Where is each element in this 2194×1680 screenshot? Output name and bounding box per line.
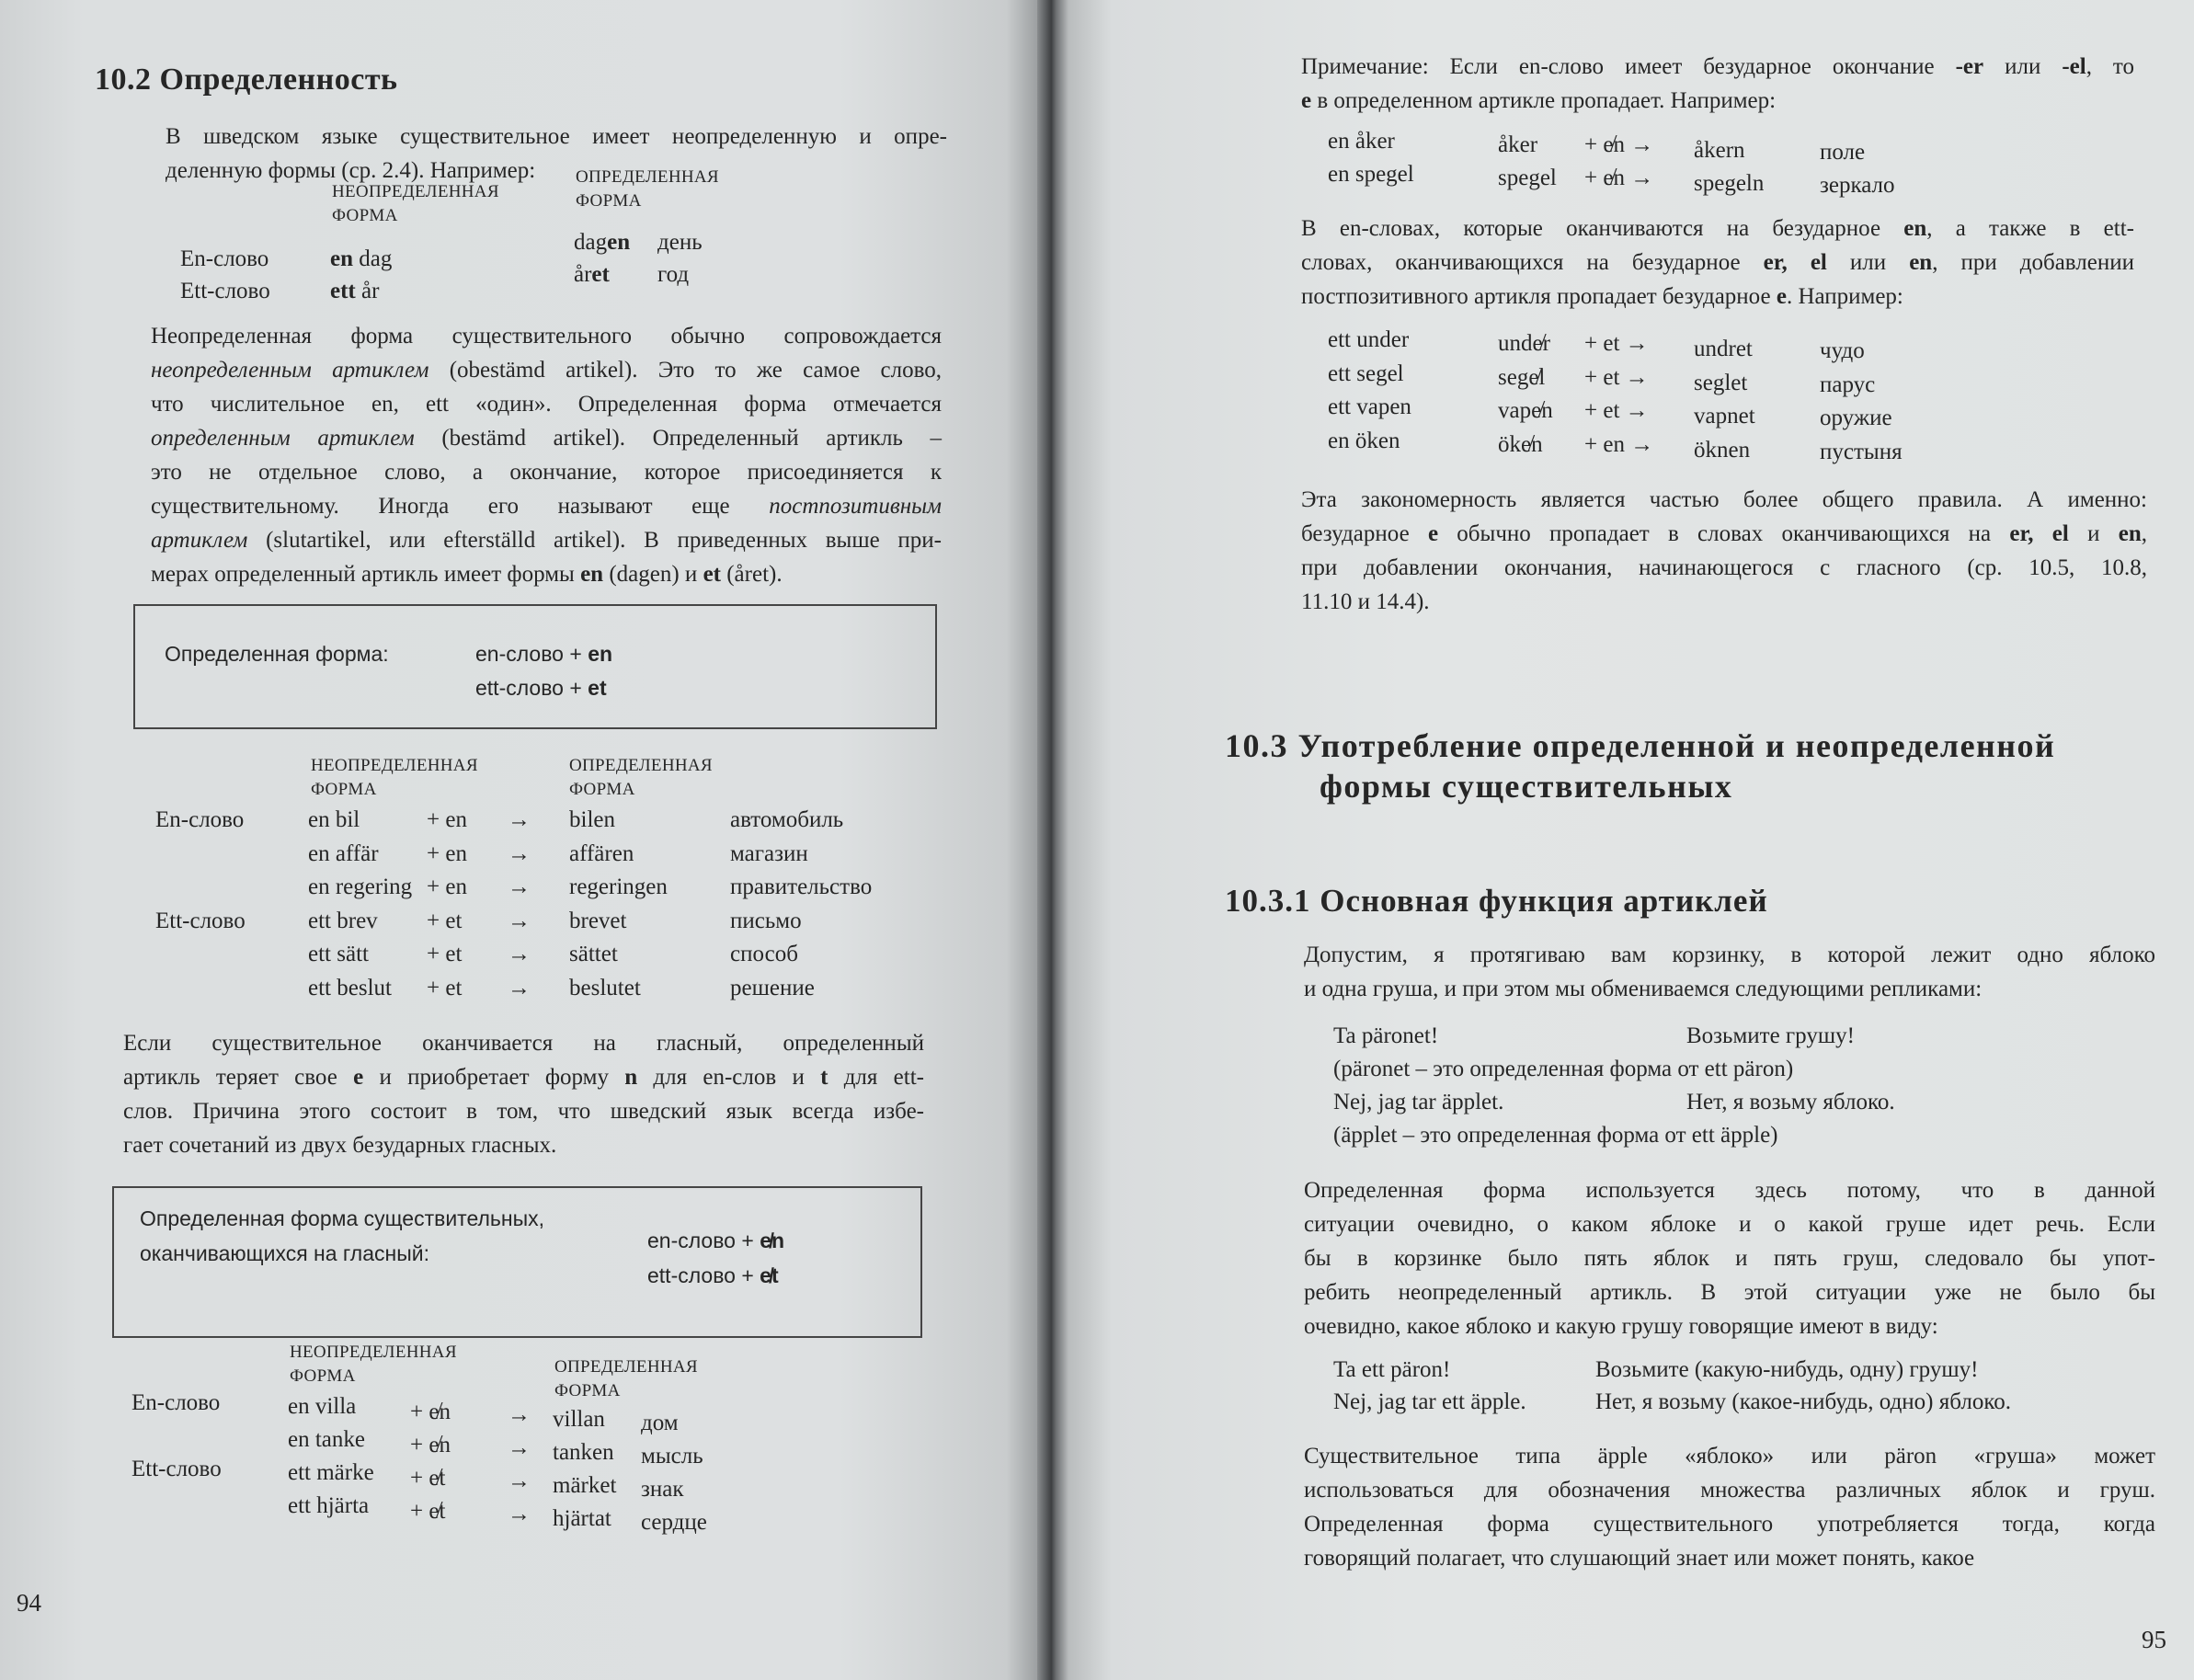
table-cell: ett segel: [1328, 360, 1404, 386]
bold-term: er, el: [2009, 521, 2069, 546]
section-title-10-3-line2: формы существительных: [1320, 768, 1733, 805]
table-cell: En-слово: [180, 246, 269, 271]
table-cell: ett vapen: [1328, 394, 1411, 419]
text-line: В шведском языке существительное имеет неопределенную и опре-: [166, 124, 947, 149]
text-line: что числительное en, ett «один». Определенная форма отмечается: [151, 392, 942, 417]
rule-box1-label: Определенная форма:: [165, 642, 389, 666]
text-line: [1301, 246, 2134, 280]
table-cell: ett märke: [288, 1460, 374, 1485]
text-line: и одна груша, и при этом мы обмениваемся следующими репликами:: [1304, 977, 1983, 1001]
table-cell: villan: [553, 1407, 605, 1432]
bold-term: t: [820, 1065, 828, 1090]
table-cell: [574, 230, 630, 256]
table-cell: en affär: [308, 840, 379, 866]
text-line: Если существительное оканчивается на гласный, определенный: [123, 1031, 924, 1056]
table-cell: правительство: [730, 874, 873, 899]
basket-paragraph: [1304, 938, 2155, 1006]
text-line: очевидно, какое яблоко и какую грушу говорящие имеют в виду:: [1304, 1314, 1938, 1339]
table-cell: дом: [641, 1411, 679, 1435]
table-cell: Нет, я возьму (какое-нибудь, одно) яблоко.: [1595, 1389, 2011, 1414]
bold-term: e: [1427, 521, 1439, 546]
table2-header-definite: ОПРЕДЕЛЕННАЯ ФОРМА: [569, 756, 713, 799]
text-run: , а также в ett-: [1926, 216, 2134, 241]
table-cell: en regering: [308, 874, 413, 899]
note-paragraph: [1301, 50, 2134, 118]
table-cell: en åker: [1328, 129, 1395, 154]
text-line: [151, 421, 942, 455]
table-cell: чудо: [1820, 338, 1865, 363]
table-cell: решение: [730, 975, 815, 1000]
table-cell: + et: [427, 975, 463, 1000]
table-cell: vape̸n: [1498, 398, 1553, 423]
table-cell: →: [508, 942, 531, 966]
table-cell: (äpplet – это определенная форма от ett äpple): [1333, 1123, 1778, 1148]
bold-term: et: [588, 676, 607, 700]
table-cell: en öken: [1328, 428, 1400, 453]
table-cell: + e̸t: [410, 1499, 446, 1524]
text-line: Эта закономерность является частью более общего правила. А именно:: [1301, 487, 2147, 512]
bold-term: ett: [330, 279, 356, 303]
text-run: словах, оканчивающихся на безударное: [1301, 250, 1764, 275]
bold-term: en: [1903, 216, 1927, 241]
table-cell: brevet: [569, 908, 627, 933]
book-gutter: [1037, 0, 1068, 1680]
table-cell: день: [657, 230, 703, 255]
text-run: Примечание: Если en-слово имеет безударное окончание: [1301, 54, 1956, 79]
table-cell: + e̸n →: [1584, 132, 1654, 157]
table-cell: Ett-слово: [180, 279, 270, 303]
text-line: ситуации очевидно, о каком яблоке и о какой груше идет речь. Если: [1304, 1212, 2155, 1237]
text-run: , то: [2085, 54, 2134, 79]
text-line: [1301, 517, 2147, 551]
table-cell: regeringen: [569, 874, 668, 899]
bold-term: en: [588, 642, 613, 666]
table-cell: en spegel: [1328, 162, 1414, 187]
page-number-left: 94: [17, 1589, 41, 1617]
table-cell: åker: [1498, 132, 1538, 157]
table-cell: åkern: [1694, 138, 1745, 163]
table-cell: + et →: [1584, 398, 1649, 423]
text-line: Неопределенная форма существительного обычно сопровождается: [151, 324, 942, 349]
text-run: существительному. Иногда его называют еще: [151, 494, 770, 519]
text-line: Допустим, я протягиваю вам корзинку, в которой лежит одно яблоко: [1304, 943, 2155, 967]
table-cell: →: [508, 975, 531, 1000]
text-run: dag: [574, 230, 608, 255]
bold-term: en: [2118, 521, 2142, 546]
table-cell: + et →: [1584, 364, 1649, 390]
text-run: dag: [353, 246, 393, 271]
text-run: мерах определенный артикль имеет формы: [151, 562, 581, 587]
table-cell: знак: [641, 1477, 684, 1502]
text-line: использоваться для обозначения множества различных яблок и груш.: [1304, 1478, 2155, 1503]
table-cell: märket: [553, 1473, 617, 1498]
text-line: говорящий полагает, что слушающий знает или может понять, какое: [1304, 1546, 1975, 1571]
table-cell: sege̸l: [1498, 364, 1546, 390]
table-cell: + en: [427, 807, 467, 832]
text-run: (bestämd artikel). Определенный артикль –: [414, 426, 942, 451]
table-cell: оружие: [1820, 406, 1892, 430]
table-cell: письмо: [730, 908, 802, 933]
bold-term: en: [580, 562, 604, 587]
table1-header-definite: ОПРЕДЕЛЕННАЯ ФОРМА: [576, 167, 719, 211]
table-cell: vapnet: [1694, 404, 1755, 429]
table3-header-definite: ОПРЕДЕЛЕННАЯ ФОРМА: [554, 1357, 698, 1400]
table-cell: парус: [1820, 371, 1876, 397]
table-cell: En-слово: [131, 1390, 221, 1415]
table-cell: + e̸n: [410, 1400, 451, 1424]
table-cell: tanken: [553, 1440, 614, 1465]
text-line: Существительное типа äpple «яблоко» или päron «груша» может: [1304, 1444, 2155, 1469]
text-line: [1301, 280, 2134, 314]
rule-box1-line1: [475, 636, 612, 671]
table-cell: Nej, jag tar äpplet.: [1333, 1090, 1504, 1114]
table-cell: ett hjärta: [288, 1493, 370, 1518]
text-run: обычно пропадает в словах оканчивающихся на: [1438, 521, 2010, 546]
table-cell: seglet: [1694, 370, 1748, 395]
text-run: для en-слов и: [637, 1065, 821, 1090]
text-line: [151, 523, 942, 557]
noun-paragraph: [1304, 1439, 2155, 1575]
table-cell: год: [657, 262, 690, 287]
text-run: или: [1826, 250, 1910, 275]
text-line: [151, 557, 942, 591]
table-cell: en tanke: [288, 1427, 365, 1452]
vowel-paragraph: [123, 1026, 924, 1162]
unstressed-paragraph: [1301, 211, 2134, 314]
text-run: ett-слово +: [647, 1263, 760, 1287]
table-cell: Возьмите грушу!: [1686, 1023, 1855, 1048]
text-run: и приобретает форму: [363, 1065, 625, 1090]
bold-term: e̸n: [760, 1229, 785, 1252]
italic-term: постпозитивным: [769, 494, 942, 519]
table2-header-indefinite: НЕОПРЕДЕЛЕННАЯ ФОРМА: [311, 756, 478, 799]
text-run: и: [2068, 521, 2119, 546]
table-cell: автомобиль: [730, 807, 844, 832]
table-cell: →: [508, 1435, 531, 1460]
table-cell: ett under: [1328, 327, 1410, 352]
text-run: артикль теряет свое: [123, 1065, 354, 1090]
table-cell: + en: [427, 840, 467, 866]
bold-term: et: [591, 262, 610, 287]
text-line: Определенная форма используется здесь потому, что в данной: [1304, 1178, 2155, 1203]
table-cell: unde̸r: [1498, 331, 1550, 356]
text-run: . Например:: [1786, 284, 1903, 309]
table-cell: spegel: [1498, 166, 1557, 190]
text-line: при добавлении окончания, начинающегося с гласного (ср. 10.5, 10.8,: [1301, 555, 2147, 580]
table-cell: →: [508, 1402, 531, 1427]
text-run: (året).: [720, 562, 783, 587]
bold-term: e: [1301, 88, 1312, 113]
table-cell: öknen: [1694, 437, 1751, 463]
bold-term: et: [703, 562, 721, 587]
table-cell: [330, 279, 379, 304]
table-cell: пустыня: [1820, 439, 1903, 464]
table-cell: en villa: [288, 1394, 357, 1419]
text-run: или: [1983, 54, 2063, 79]
table-cell: undret: [1694, 337, 1753, 361]
text-run: в определенном артикле пропадает. Например:: [1311, 88, 1777, 113]
table-cell: hjärtat: [553, 1506, 611, 1531]
bold-term: e: [1776, 284, 1787, 309]
table-cell: + e̸n →: [1584, 166, 1654, 190]
text-run: en-слово +: [475, 642, 588, 666]
table3-header-indefinite: НЕОПРЕДЕЛЕННАЯ ФОРМА: [290, 1343, 457, 1386]
text-run: (obestämd artikel). Это то же самое слово,: [429, 358, 943, 383]
table-cell: →: [508, 840, 531, 866]
table-cell: En-слово: [155, 807, 245, 832]
table-cell: affären: [569, 840, 634, 866]
text-run: безударное: [1301, 521, 1428, 546]
rule-box2-label-line2: оканчивающихся на гласный:: [140, 1241, 429, 1265]
table-cell: мысль: [641, 1444, 703, 1469]
text-line: [1301, 211, 2134, 246]
text-line: слов. Причина этого состоит в том, что шведский язык всегда избе-: [123, 1099, 924, 1124]
table-cell: сердце: [641, 1510, 707, 1535]
text-line: деленную формы (ср. 2.4). Например:: [166, 158, 536, 183]
text-run: en-слово +: [647, 1229, 760, 1252]
text-run: (slutartikel, или efterställd artikel). В приведенных выше при-: [247, 528, 942, 553]
text-line: [1301, 84, 2134, 118]
text-line: гает сочетаний из двух безударных гласных.: [123, 1133, 557, 1158]
table-cell: + et →: [1584, 331, 1649, 356]
text-run: (dagen) и: [603, 562, 703, 587]
text-run: постпозитивного артикля пропадает безударное: [1301, 284, 1777, 309]
table-cell: beslutet: [569, 975, 641, 1000]
table-cell: зеркало: [1820, 173, 1895, 198]
rule-box-definite-form: [133, 604, 937, 729]
text-line: [1301, 50, 2134, 84]
text-line: [123, 1060, 924, 1094]
text-run: В en-словах, которые оканчиваются на безударное: [1301, 216, 1904, 241]
bold-term: en: [330, 246, 353, 271]
text-line: [151, 489, 942, 523]
general-rule-paragraph: [1301, 483, 2147, 619]
text-run: år: [355, 279, 380, 303]
italic-term: определенным артиклем: [151, 426, 415, 451]
italic-term: неопределенным артиклем: [151, 358, 429, 383]
table-cell: Ett-слово: [131, 1457, 222, 1481]
explanation-paragraph: [1304, 1173, 2155, 1343]
table-cell: способ: [730, 942, 798, 966]
bold-term: en: [607, 230, 631, 255]
text-run: ett-слово +: [475, 676, 588, 700]
table-cell: sättet: [569, 942, 618, 966]
rule-box1-line2: [475, 670, 607, 705]
table-cell: ett brev: [308, 908, 378, 933]
table-cell: →: [508, 1502, 531, 1526]
table-cell: ett sätt: [308, 942, 369, 966]
table-cell: öke̸n: [1498, 431, 1543, 457]
table-cell: Ta päronet!: [1333, 1023, 1439, 1048]
table-cell: Ett-слово: [155, 908, 246, 933]
table-cell: + en: [427, 874, 467, 899]
table-cell: Возьмите (какую-нибудь, одну) грушу!: [1595, 1357, 1979, 1382]
text-line: бы в корзинке было пять яблок и пять груш, следовало бы упот-: [1304, 1246, 2155, 1271]
table-cell: + e̸n: [410, 1433, 451, 1457]
table-cell: →: [508, 908, 531, 933]
text-run: ,: [2141, 521, 2147, 546]
table-cell: ett beslut: [308, 975, 392, 1000]
text-run: år: [574, 262, 592, 287]
bold-term: e̸t: [760, 1263, 779, 1287]
text-line: ребить неопределенный артикль. В этой ситуации уже не было бы: [1304, 1280, 2155, 1305]
table-cell: [330, 246, 392, 272]
table-cell: [574, 262, 610, 288]
table-cell: + et: [427, 908, 463, 933]
rule-box2-line1: [647, 1223, 784, 1258]
page-number-right: 95: [2142, 1626, 2166, 1653]
bold-term: n: [624, 1065, 638, 1090]
bold-term: er, el: [1763, 250, 1827, 275]
table-cell: + et: [427, 942, 463, 966]
table-cell: Ta ett päron!: [1333, 1357, 1451, 1382]
text-line: это не отдельное слово, а окончание, которое присоединяется к: [151, 460, 942, 485]
rule-box2-label-line1: Определенная форма существительных,: [140, 1206, 545, 1230]
table-cell: spegeln: [1694, 171, 1765, 196]
intro-paragraph: [166, 120, 947, 188]
bold-term: en: [1909, 250, 1933, 275]
text-run: для ett-: [828, 1065, 924, 1090]
table-cell: bilen: [569, 807, 615, 832]
table-cell: Nej, jag tar ett äpple.: [1333, 1389, 1526, 1414]
bold-term: e: [353, 1065, 364, 1090]
article-paragraph: [151, 319, 942, 591]
bold-term: -el: [2062, 54, 2086, 79]
table-cell: →: [508, 1469, 531, 1493]
table-cell: + en →: [1584, 431, 1654, 457]
italic-term: артиклем: [151, 528, 248, 553]
text-line: 11.10 и 14.4).: [1301, 589, 1430, 614]
bold-term: -er: [1955, 54, 1984, 79]
table-cell: поле: [1820, 140, 1866, 165]
table-cell: en bil: [308, 807, 360, 832]
text-line: Определенная форма существительного употребляется тогда, когда: [1304, 1512, 2155, 1537]
rule-box-vowel-ending: [112, 1186, 922, 1338]
table-cell: Нет, я возьму яблоко.: [1686, 1090, 1895, 1114]
table1-header-indefinite: НЕОПРЕДЕЛЕННАЯ ФОРМА: [332, 182, 499, 225]
table-cell: магазин: [730, 840, 808, 866]
section-title-10-2: 10.2 Определенность: [95, 63, 398, 97]
rule-box2-line2: [647, 1258, 779, 1293]
subsection-title-10-3-1: 10.3.1 Основная функция артиклей: [1225, 883, 1768, 919]
table-cell: →: [508, 807, 531, 832]
section-title-10-3-line1: 10.3 Употребление определенной и неопределенной: [1225, 727, 2056, 764]
table-cell: →: [508, 874, 531, 899]
text-run: , при добавлении: [1932, 250, 2134, 275]
table-cell: + e̸t: [410, 1466, 446, 1491]
table-cell: (päronet – это определенная форма от ett päron): [1333, 1057, 1794, 1081]
text-line: [151, 353, 942, 387]
